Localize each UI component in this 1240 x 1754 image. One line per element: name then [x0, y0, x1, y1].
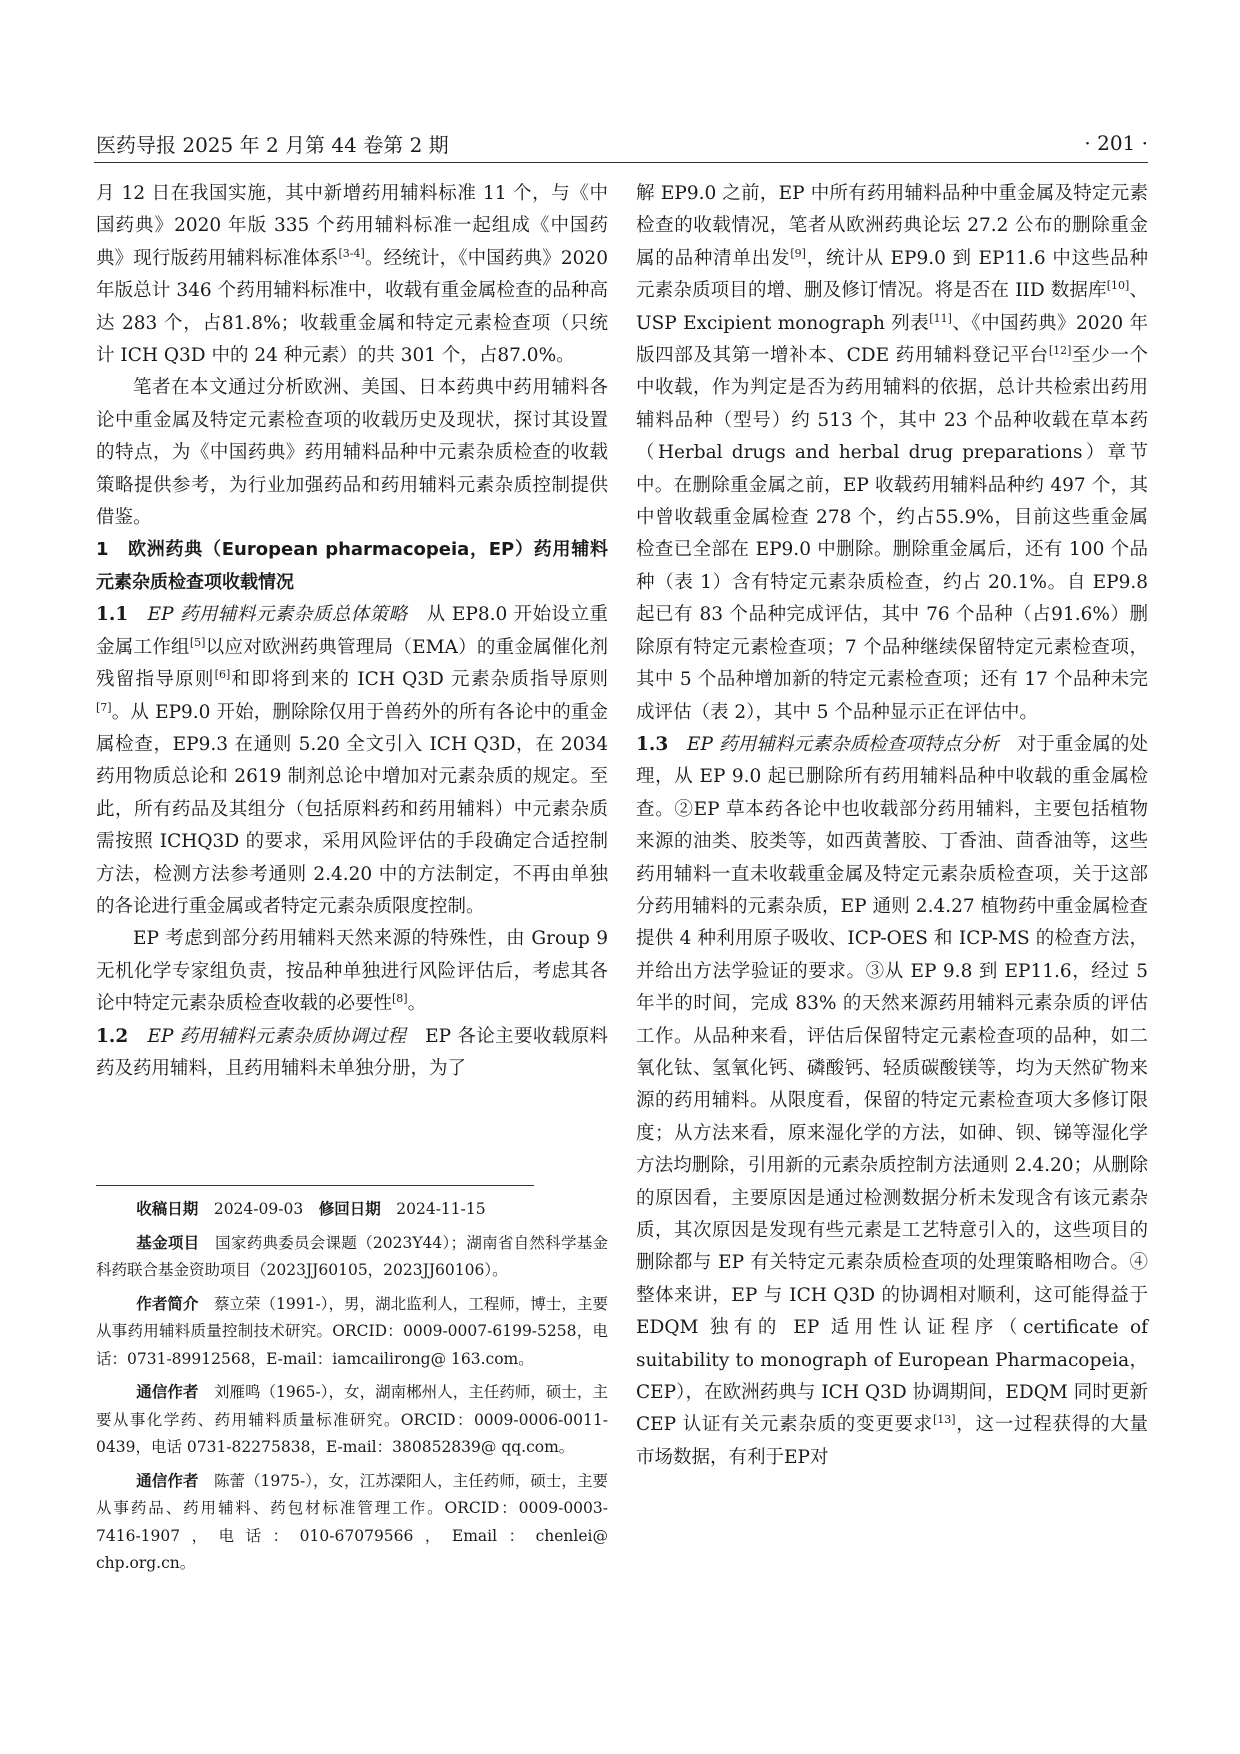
header-rule [94, 162, 1148, 163]
footnote-fund: 基金项目 国家药典委员会课题（2023Y44）；湖南省自然科学基金科药联合基金资助项目（2023JJ60105，2023JJ60106）。 [96, 1233, 608, 1279]
subsection-title: EP 药用辅料元素杂质检查项特点分析 [687, 733, 999, 755]
citation-ref[interactable]: [5] [189, 635, 206, 649]
citation-ref[interactable]: [12] [1048, 343, 1072, 357]
subsection-number: 1.3 [636, 733, 669, 755]
subsection-title: EP 药用辅料元素杂质总体策略 [147, 604, 408, 626]
journal-issue: 医药导报 2025 年 2 月第 44 卷第 2 期 [96, 132, 449, 157]
subsection-title: EP 药用辅料元素杂质协调过程 [147, 1025, 407, 1047]
section-1-heading: 1 欧洲药典（European pharmacopeia，EP）药用辅料元素杂质检查项收载情况 [96, 539, 608, 593]
page-number: · 201 · [1084, 131, 1148, 155]
subsection-number: 1.1 [96, 604, 129, 626]
citation-ref[interactable]: [8] [392, 992, 408, 1005]
subsection-1-2: 1.2 EP 药用辅料元素杂质协调过程 EP 各论主要收载原料药及药用辅料，且药用辅料未单独分册，为了 [96, 1025, 608, 1079]
footnote-author: 作者简介 蔡立荣（1991-），男，湖北监利人，工程师，博士，主要从事药用辅料质量控制技术研究。ORCID：0009-0007-6199-5258，电话：0731-89912568，E-mail：iamcailirong@ 163.com。 [96, 1294, 608, 1368]
subsection-1-1: 1.1 EP 药用辅料元素杂质总体策略 从 EP8.0 开始设立重金属工作组[5]以应对欧洲药典管理局（EMA）的重金属催化剂残留指导原则[6]和即将到来的 ICH Q3D 元素杂质指导原则[7]。从 EP9.0 开始，删除除仅用于兽药外的所有各论中的重金属检查，EP9.3 在通则 5.20 全文引入 ICH Q3D，在 2034 药用物质总论和 2619 制剂总论中增加对元素杂质的规定。至此，所有药品及其组分（包括原料药和药用辅料）中元素杂质需按照 ICHQ3D 的要求，采用风险评估的手段确定合适控制方法，检测方法参考通则 2.4.20 中的方法制定，不再由单独的各论进行重金属或者特定元素杂质限度控制。 [96, 604, 608, 917]
footnote-rule [96, 1185, 534, 1186]
citation-ref[interactable]: [7] [96, 700, 112, 714]
paragraph-ep-statistics: 解 EP9.0 之前，EP 中所有药用辅料品种中重金属及特定元素检查的收载情况，笔者从欧洲药典论坛 27.2 公布的删除重金属的品种清单出发[9]，统计从 EP9.0 到 EP11.6 中这些品种元素杂质项目的增、删及修订情况。将是否在 IID 数据库[10]、USP Excipient monograph 列表[11]、《中国药典》2020 年版四部及其第一增补本、CDE 药用辅料登记平台[12]至少一个中收载，作为判定是否为药用辅料的依据，总计共检索出药用辅料品种（型号）约 513 个，其中 23 个品种收载在草本药（Herbal drugs and herbal drug preparations）章节中。在删除重金属之前，EP 收载药用辅料品种约 497 个，其中曾收载重金属检查 278 个，约占55.9%，目前这些重金属检查已全部在 EP9.0 中删除。删除重金属后，还有 100 个品种（表 1）含有特定元素杂质检查，约占 20.1%。自 EP9.8 起已有 83 个品种完成评估，其中 76 个品种（占91.6%）删除原有特定元素检查项；7 个品种继续保留特定元素检查项，其中 5 个品种增加新的特定元素检查项；还有 17 个品种未完成评估（表 2），其中 5 个品种显示正在评估中。 [636, 183, 1148, 723]
citation-ref[interactable]: [6] [214, 667, 231, 681]
citation-ref[interactable]: [9] [790, 246, 806, 260]
footnotes [96, 1196, 608, 1584]
paragraph-aim: 笔者在本文通过分析欧洲、美国、日本药典中药用辅料各论中重金属及特定元素检查项的收载历史及现状，探讨其设置的特点，为《中国药典》药用辅料品种中元素杂质检查的收载策略提供参考，为行业加强药品和药用辅料元素杂质控制提供借鉴。 [96, 377, 608, 529]
paragraph-natural-source: EP 考虑到部分药用辅料天然来源的特殊性，由 Group 9 无机化学专家组负责，按品种单独进行风险评估后，考虑其各论中特定元素杂质检查收载的必要性[8]。 [96, 928, 608, 1015]
citation-ref[interactable]: [3-4] [338, 246, 365, 260]
subsection-number: 1.2 [96, 1025, 129, 1047]
footnote-corresponding-2: 通信作者 陈蕾（1975-），女，江苏溧阳人，主任药师，硕士，主要从事药品、药用辅料、药包材标准管理工作。ORCID：0009-0003-7416-1907，电话：010-67079566，Email：chenlei@ chp.org.cn。 [96, 1471, 608, 1572]
subsection-1-3: 1.3 EP 药用辅料元素杂质检查项特点分析 对于重金属的处理，从 EP 9.0 起已删除所有药用辅料品种中收载的重金属检查。②EP 草本药各论中也收载部分药用辅料，主要包括植物来源的油类、胶类等，如西黄蓍胶、丁香油、茴香油等，这些药用辅料一直未收载重金属及特定元素杂质检查项，关于这部分药用辅料的元素杂质，EP 通则 2.4.27 植物药中重金属检查提供 4 种利用原子吸收、ICP-OES 和 ICP-MS 的检查方法，并给出方法学验证的要求。③从 EP 9.8 到 EP11.6，经过 5 年半的时间，完成 83% 的天然来源药用辅料元素杂质的评估工作。从品种来看，评估后保留特定元素检查项的品种，如二氧化钛、氢氧化钙、磷酸钙、轻质碳酸镁等，均为天然矿物来源的药用辅料。从限度看，保留的特定元素检查项大多修订限度；从方法来看，原来湿化学的方法，如砷、钡、锑等湿化学方法均删除，引用新的元素杂质控制方法通则 2.4.20；从删除的原因看，主要原因是通过检测数据分析未发现含有该元素杂质，其次原因是发现有些元素是工艺特意引入的，这些项目的删除都与 EP 有关特定元素杂质检查项的处理策略相吻合。④整体来讲，EP 与 ICH Q3D 的协调相对顺利，这可能得益于 EDQM 独有的 EP 适用性认证程序（certificate of suitability to monograph of European Pharmacopeia，CEP），在欧洲药典与 ICH Q3D 协调期间，EDQM 同时更新 CEP 认证有关元素杂质的变更要求[13]，这一过程获得的大量市场数据，有利于EP对 [636, 733, 1148, 1468]
footnote-corresponding-1: 通信作者 刘雁鸣（1965-），女，湖南郴州人，主任药师，硕士，主要从事化学药、药用辅料质量标准研究。ORCID：0009-0006-0011-0439，电话 0731-82275838，E-mail：380852839@ qq.com。 [96, 1383, 608, 1456]
running-header [96, 126, 1148, 160]
paragraph-intro-cont: 月 12 日在我国实施，其中新增药用辅料标准 11 个，与《中国药典》2020 年版 335 个药用辅料标准一起组成《中国药典》现行版药用辅料标准体系[3-4]。经统计，《中国药典》2020 年版总计 346 个药用辅料标准中，收载有重金属检查的品种高达 283 个，占81.8%；收载重金属和特定元素检查项（只统计 ICH Q3D 中的 24 种元素）的共 301 个，占87.0%。 [96, 183, 608, 367]
citation-ref[interactable]: [13] [932, 1413, 956, 1427]
right-column [636, 178, 1148, 1474]
left-column [96, 178, 608, 1085]
footnote-dates: 收稿日期 2024-09-03 修回日期 2024-11-15 [136, 1200, 486, 1218]
citation-ref[interactable]: [10] [1106, 279, 1130, 293]
citation-ref[interactable]: [11] [929, 311, 952, 325]
